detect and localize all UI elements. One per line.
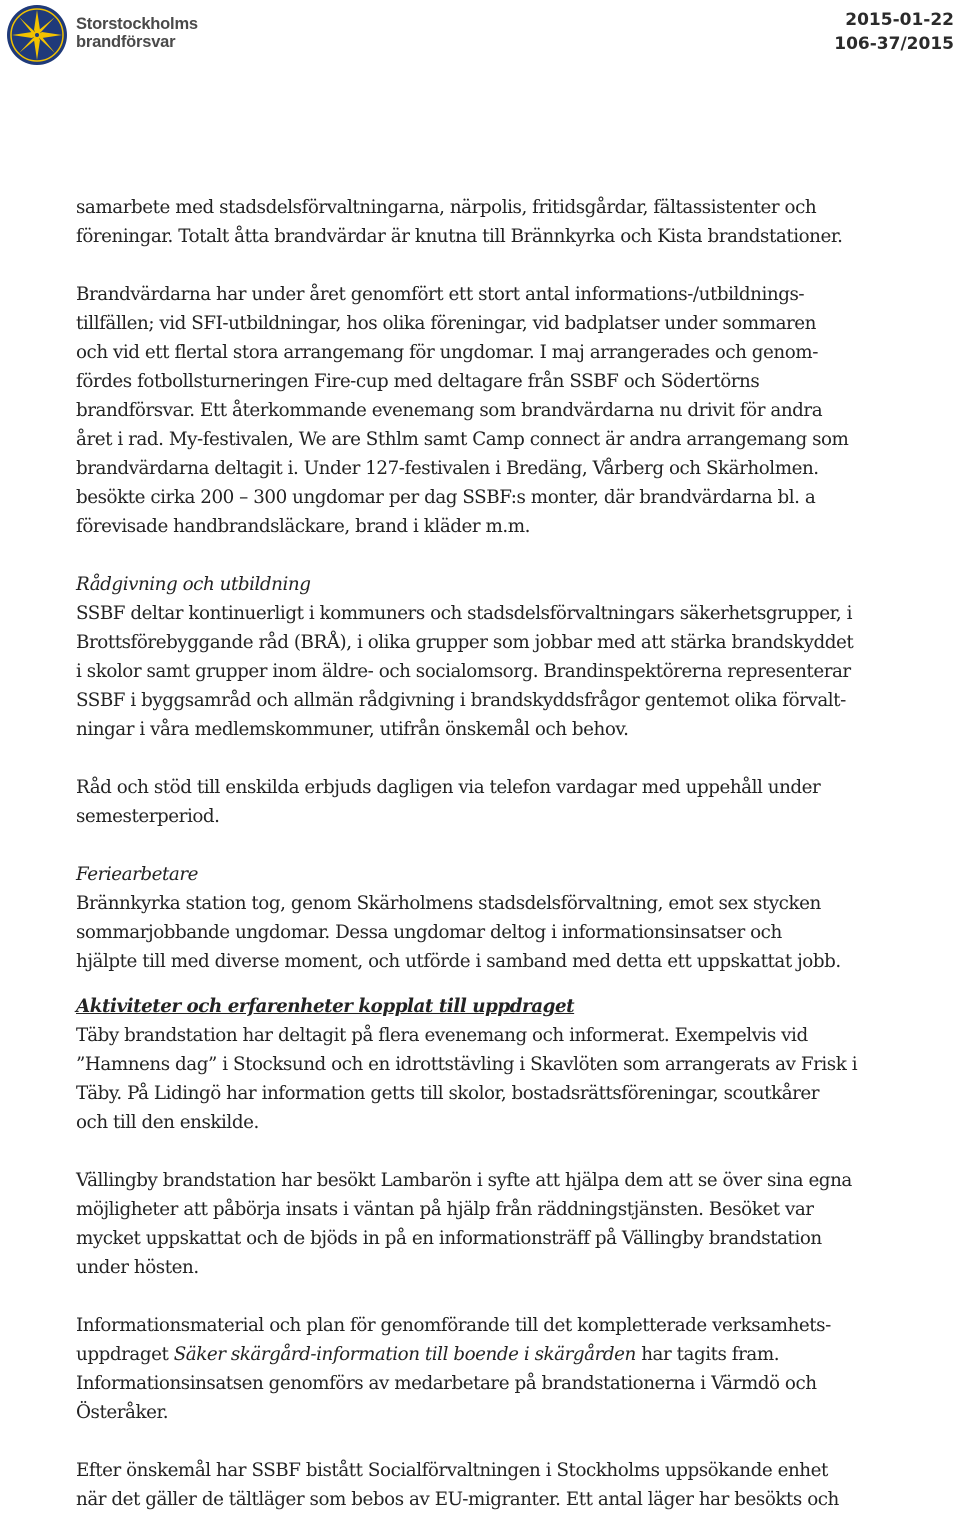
- text-fragment: uppdraget: [76, 1344, 174, 1365]
- text-line: Brännkyrka station tog, genom Skärholmens stadsdelsförvaltning, emot sex stycken: [76, 893, 821, 914]
- text-line: semesterperiod.: [76, 806, 220, 827]
- paragraph-9: [76, 1456, 956, 1514]
- text-line: [76, 1340, 956, 1369]
- document-body: [76, 193, 956, 1514]
- text-line: Efter önskemål har SSBF bistått Socialförvaltningen i Stockholms uppsökande enhet: [76, 1460, 828, 1481]
- text-line: Täby. På Lidingö har information getts till skolor, bostadsrättsföreningar, scoutkårer: [76, 1083, 820, 1104]
- text-line: Österåker.: [76, 1402, 169, 1423]
- text-line: fördes fotbollsturneringen Fire-cup med deltagare från SSBF och Södertörns: [76, 371, 760, 392]
- text-line: när det gäller de tältläger som bebos av EU-migranter. Ett antal läger har besökts och: [76, 1489, 839, 1510]
- text-line: sommarjobbande ungdomar. Dessa ungdomar deltog i informationsinsatser och: [76, 922, 782, 943]
- text-line: hjälpte till med diverse moment, och utförde i samband med detta ett uppskattat jobb.: [76, 951, 841, 972]
- document-meta: [834, 8, 954, 56]
- text-line: SSBF i byggsamråd och allmän rådgivning i brandskyddsfrågor gentemot olika förvalt-: [76, 690, 846, 711]
- text-line: under hösten.: [76, 1257, 199, 1278]
- section-heading-feriearbetare: Feriearbetare: [76, 864, 199, 885]
- org-name-line1: Storstockholms: [76, 15, 198, 33]
- text-line: Täby brandstation har deltagit på flera evenemang och informerat. Exempelvis vid: [76, 1025, 808, 1046]
- text-line: Brandvärdarna har under året genomfört ett stort antal informations-/utbildnings-: [76, 284, 805, 305]
- text-line: brandvärdarna deltagit i. Under 127-festivalen i Bredäng, Vårberg och Skärholmen.: [76, 458, 819, 479]
- italic-title: Säker skärgård-information till boende i skärgården: [173, 1344, 636, 1365]
- document-reference: 106-37/2015: [834, 34, 954, 54]
- paragraph-1: [76, 193, 956, 251]
- text-line: Råd och stöd till enskilda erbjuds dagligen via telefon vardagar med uppehåll under: [76, 777, 821, 798]
- text-line: Vällingby brandstation har besökt Lambarön i syfte att hjälpa dem att se över sina egna: [76, 1170, 852, 1191]
- section-heading-radgivning: Rådgivning och utbildning: [76, 574, 311, 595]
- text-line: ”Hamnens dag” i Stocksund och en idrottstävling i Skavlöten som arrangerats av Frisk i: [76, 1054, 858, 1075]
- page-header: [0, 0, 960, 70]
- text-line: Informationsinsatsen genomförs av medarbetare på brandstationerna i Värmdö och: [76, 1373, 817, 1394]
- text-line: samarbete med stadsdelsförvaltningarna, närpolis, fritidsgårdar, fältassistenter och: [76, 197, 817, 218]
- paragraph-2: [76, 280, 956, 541]
- text-line: året i rad. My-festivalen, We are Sthlm samt Camp connect är andra arrangemang som: [76, 429, 849, 450]
- document-date: 2015-01-22: [845, 10, 954, 30]
- text-line: och vid ett flertal stora arrangemang för ungdomar. I maj arrangerades och genom-: [76, 342, 818, 363]
- text-line: och till den enskilde.: [76, 1112, 259, 1133]
- paragraph-5: [76, 889, 956, 976]
- text-line: föreningar. Totalt åtta brandvärdar är knutna till Brännkyrka och Kista brandstationer.: [76, 226, 843, 247]
- text-line: ningar i våra medlemskommuner, utifrån önskemål och behov.: [76, 719, 629, 740]
- paragraph-4: [76, 773, 956, 831]
- org-name-line2: brandförsvar: [76, 33, 176, 51]
- text-line: i skolor samt grupper inom äldre- och socialomsorg. Brandinspektörerna representerar: [76, 661, 851, 682]
- organization-name: [76, 15, 198, 51]
- text-line: SSBF deltar kontinuerligt i kommuners och stadsdelsförvaltningars säkerhetsgrupper, i: [76, 603, 853, 624]
- paragraph-3: [76, 599, 956, 744]
- text-fragment: har tagits fram.: [635, 1344, 780, 1365]
- section-heading-aktiviteter: Aktiviteter och erfarenheter kopplat till uppdraget: [76, 996, 575, 1017]
- text-line: möjligheter att påbörja insats i väntan på hjälp från räddningstjänsten. Besöket var: [76, 1199, 814, 1220]
- text-line: Informationsmaterial och plan för genomförande till det kompletterade verksamhets-: [76, 1315, 831, 1336]
- text-line: förevisade handbrandsläckare, brand i kläder m.m.: [76, 516, 531, 537]
- text-line: mycket uppskattat och de bjöds in på en informationsträff på Vällingby brandstation: [76, 1228, 822, 1249]
- paragraph-7: [76, 1166, 956, 1282]
- text-line: besökte cirka 200 – 300 ungdomar per dag SSBF:s monter, där brandvärdarna bl. a: [76, 487, 816, 508]
- star-emblem-icon: [6, 4, 68, 66]
- paragraph-6: [76, 1021, 956, 1137]
- text-line: brandförsvar. Ett återkommande evenemang som brandvärdarna nu drivit för andra: [76, 400, 823, 421]
- text-line: Brottsförebyggande råd (BRÅ), i olika grupper som jobbar med att stärka brandskyddet: [76, 632, 854, 653]
- paragraph-8: [76, 1311, 956, 1427]
- text-line: tillfällen; vid SFI-utbildningar, hos olika föreningar, vid badplatser under sommaren: [76, 313, 817, 334]
